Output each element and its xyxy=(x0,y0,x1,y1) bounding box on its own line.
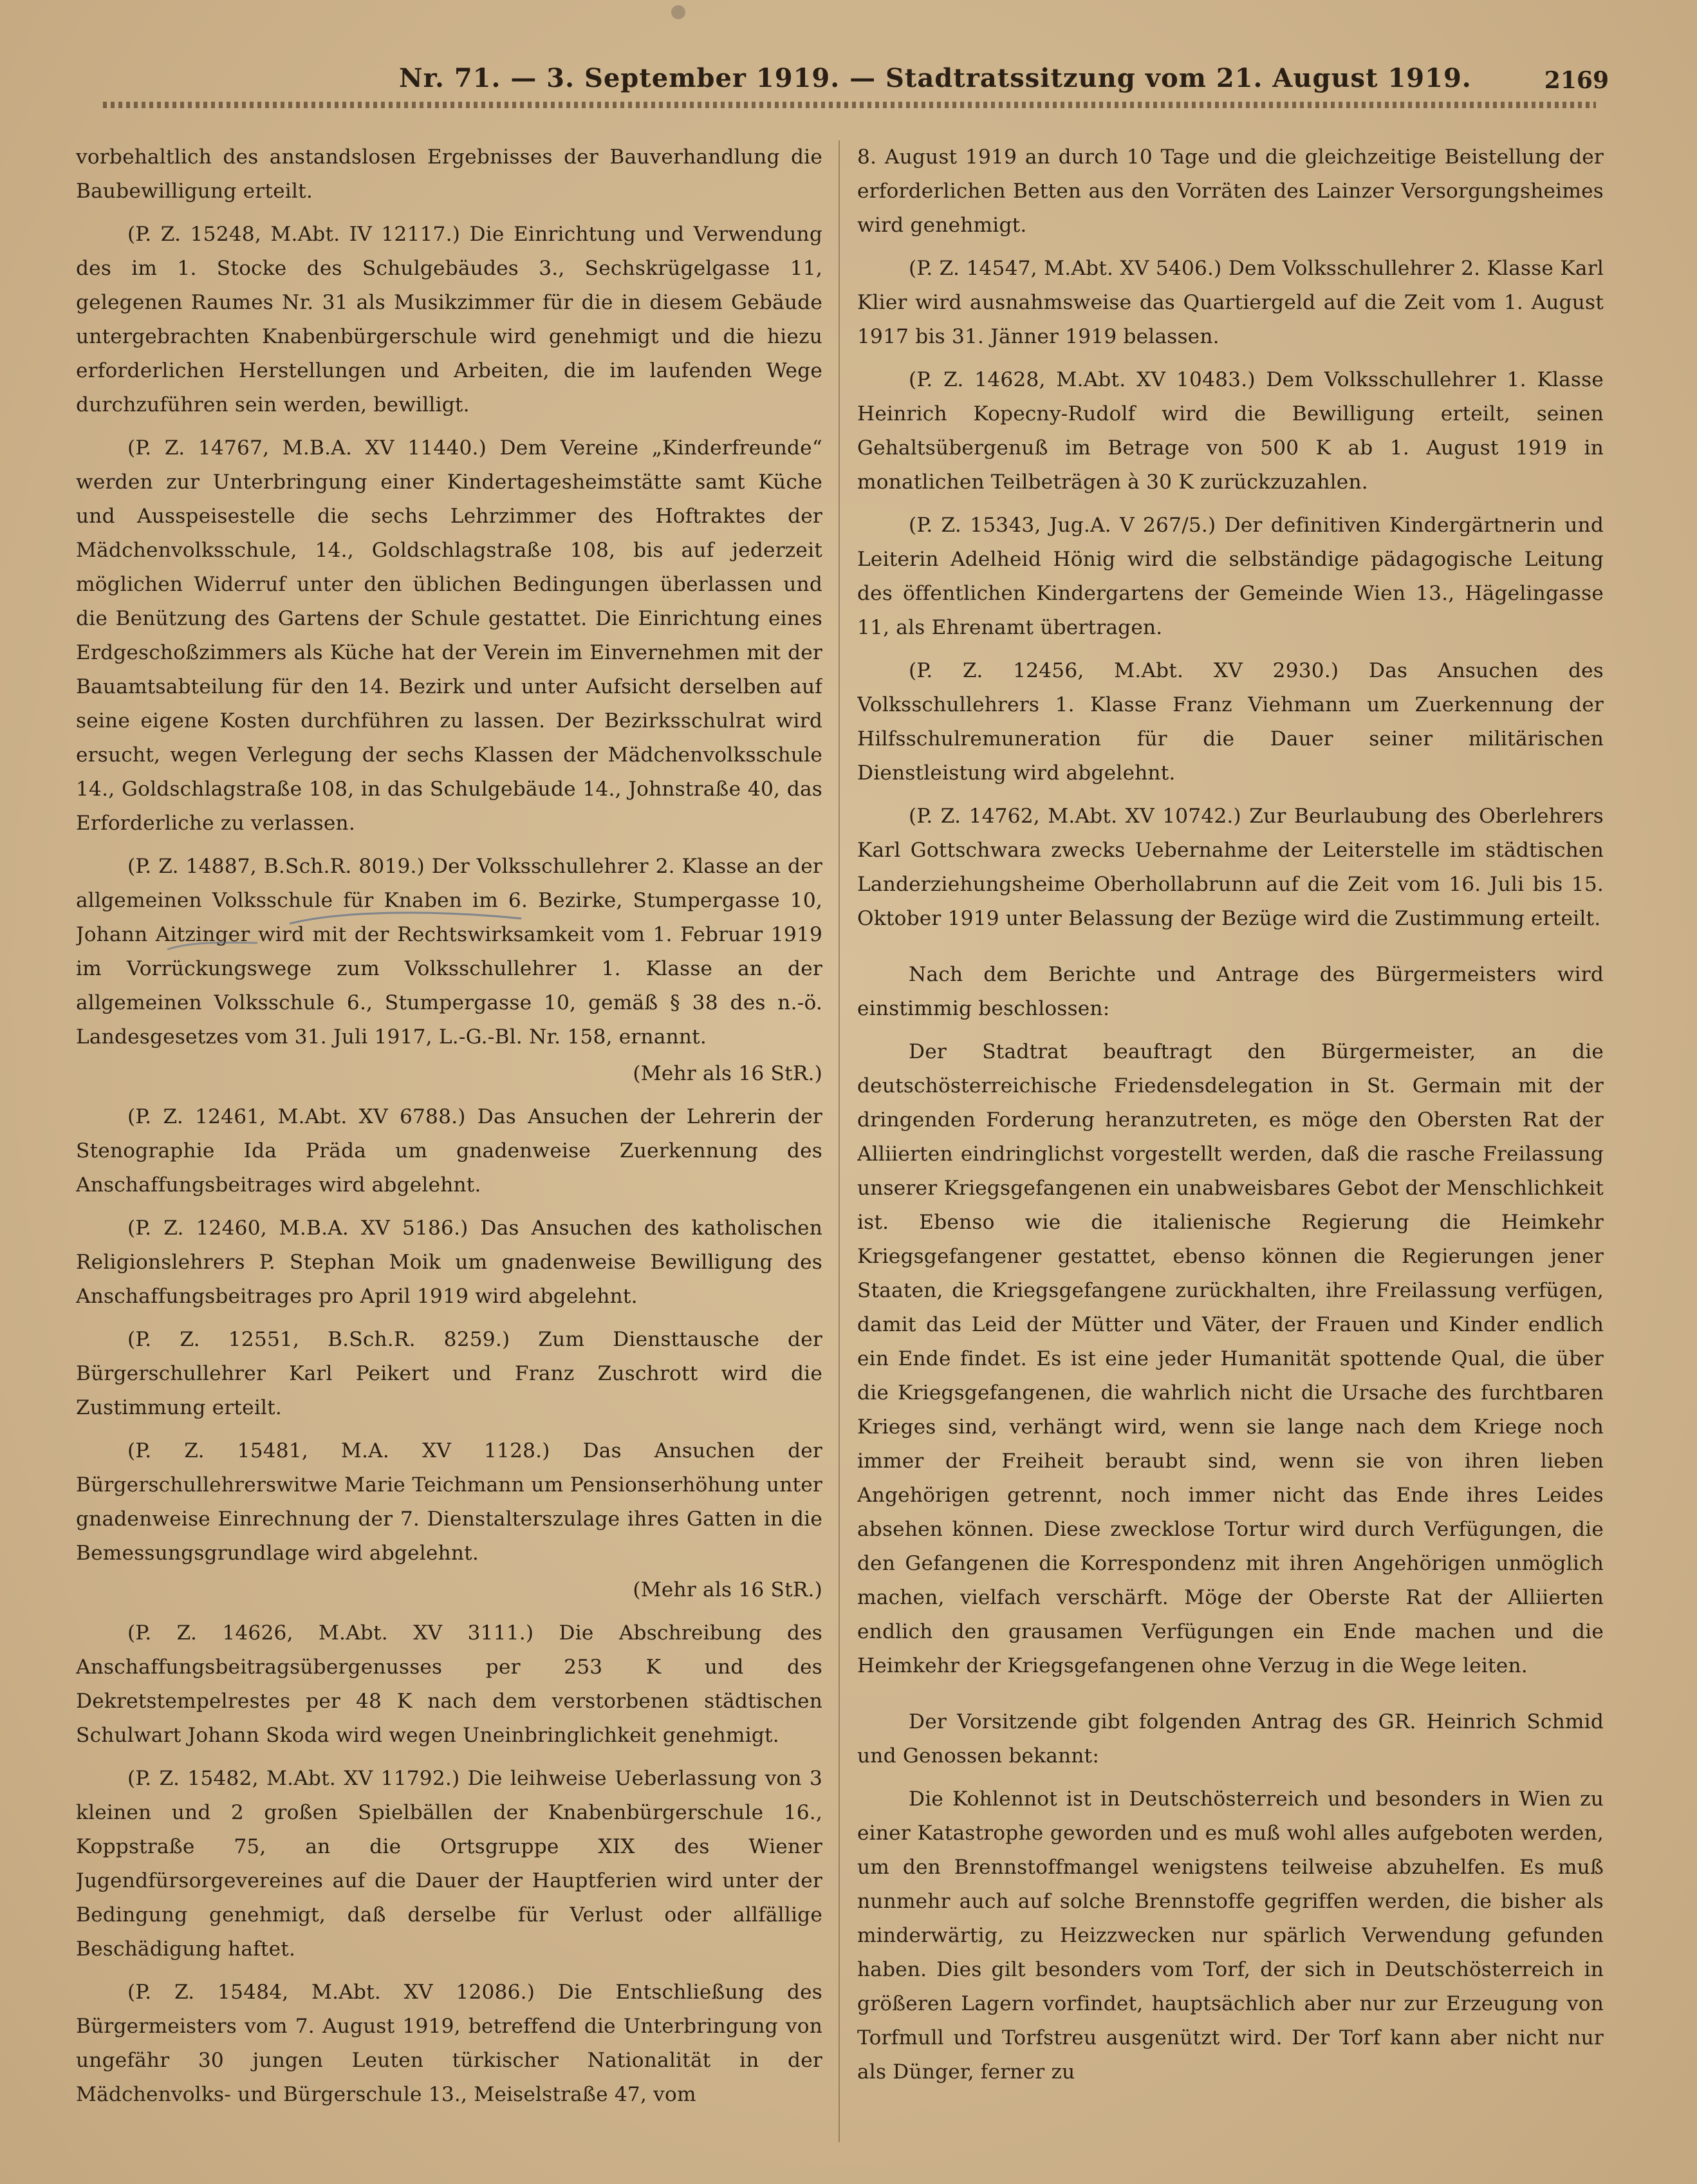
paragraph: (P. Z. 12456, M.Abt. XV 2930.) Das Ansuchen des Volksschullehrers 1. Klasse Franz Viehmann um Zuerkennung der Hilfsschulremuneration für die Dauer seiner militärischen Dienstleistung wird abgelehnt. xyxy=(857,659,1604,785)
paragraph: (P. Z. 15481, M.A. XV 1128.) Das Ansuchen der Bürgerschullehrerswitwe Marie Teichmann um Pensionserhöhung unter gnadenweise Einrechnung der 7. Dienstalterszulage ihres Gatten in die Bemessungsgrundlage wird abgelehnt. xyxy=(76,1439,822,1565)
paragraph: Der Stadtrat beauftragt den Bürgermeister, an die deutschösterreichische Friedensdelegation in St. Germain mit der dringenden Forderung heranzutreten, es möge den Obersten Rat der Alliierten eindringlichst vorgestellt werden, daß die rasche Freilassung unserer Kriegsgefangenen ein unabweisbares Gebot der Menschlichkeit ist. Ebenso wie die italienische Regierung die Heimkehr Kriegsgefangener gestattet, ebenso können die Regierungen jener Staaten, die Kriegsgefangene zurückhalten, ihre Freilassung verfügen, damit das Leid der Mütter und Väter, der Frauen und Kinder endlich ein Ende findet. Es ist eine jeder Humanität spottende Qual, die über die Kriegsgefangenen, die wahrlich nicht die Ursache des furchtbaren Krieges sind, verhängt wird, wenn sie lange nach dem Kriege noch immer der Freiheit beraubt sind, wenn sie von ihren lieben Angehörigen getrennt, noch immer nicht das Ende ihres Leides absehen können. Diese zwecklose Tortur wird durch Verfügungen, die den Gefangenen die Korrespondenz mit ihren Angehörigen unmöglich machen, vielfach verschärft. Möge der Oberste Rat der Alliierten endlich den grausamen Verfügungen ein Ende machen und die Heimkehr der Kriegsgefangenen ohne Verzug in die Wege leiten. xyxy=(857,1040,1604,1677)
paragraph: Die Kohlennot ist in Deutschösterreich und besonders in Wien zu einer Katastrophe geworden und es muß wohl alles aufgeboten werden, um den Brennstoffmangel wenigstens teilweise abzuhelfen. Es muß nunmehr auch auf solche Brennstoffe gegriffen werden, die bisher als minderwärtig, zu Heizzwecken nur spärlich Verwendung gefunden haben. Dies gilt besonders vom Torf, der sich in Deutschösterreich in größeren Lagern vorfindet, hauptsächlich aber nur zur Erzeugung von Torfmull und Torfstreu ausgenützt wird. Der Torf kann aber nicht nur als Dünger, ferner zu xyxy=(857,1787,1604,2084)
paragraph: (P. Z. 12461, M.Abt. XV 6788.) Das Ansuchen der Lehrerin der Stenographie Ida Präda um gnadenweise Zuerkennung des Anschaffungsbeitrages wird abgelehnt. xyxy=(76,1105,822,1197)
paragraph: (P. Z. 14762, M.Abt. XV 10742.) Zur Beurlaubung des Oberlehrers Karl Gottschwara zwecks Uebernahme der Leiterstelle im städtischen Landerziehungsheime Oberhollabrunn auf die Zeit vom 16. Juli bis 15. Oktober 1919 unter Belassung der Bezüge wird die Zustimmung erteilt. xyxy=(857,805,1604,930)
paragraph: Nach dem Berichte und Antrage des Bürgermeisters wird einstimmig beschlossen: xyxy=(857,963,1604,1020)
paragraph: (P. Z. 14628, M.Abt. XV 10483.) Dem Volksschullehrer 1. Klasse Heinrich Kopecny-Rudolf wird die Bewilligung erteilt, seinen Gehaltsübergenuß im Betrage von 500 K ab 1. August 1919 in monatlichen Teilbeträgen à 30 K zurückzuzahlen. xyxy=(857,368,1604,494)
paragraph: (P. Z. 14887, B.Sch.R. 8019.) Der Volksschullehrer 2. Klasse an der allgemeinen Volksschule für Knaben im 6. Bezirke, Stumpergasse 10, Johann Aitzinger wird mit der Rechtswirksamkeit vom 1. Februar 1919 im Vorrückungswege zum Volksschullehrer 1. Klasse an der allgemeinen Volksschule 6., Stumpergasse 10, gemäß § 38 des n.-ö. Landesgesetzes vom 31. Juli 1917, L.-G.-Bl. Nr. 158, ernannt. xyxy=(76,855,822,1049)
paragraph: Der Vorsitzende gibt folgenden Antrag des GR. Heinrich Schmid und Genossen bekannt: xyxy=(857,1710,1604,1768)
paragraph: (P. Z. 12460, M.B.A. XV 5186.) Das Ansuchen des katholischen Religionslehrers P. Stephan Moik um gnadenweise Bewilligung des Anschaffungsbeitrages pro April 1919 wird abgelehnt. xyxy=(76,1217,822,1308)
paragraph: (P. Z. 14626, M.Abt. XV 3111.) Die Abschreibung des Anschaffungsbeitragsübergenusses per 253 K und des Dekretstempelrestes per 48 K nach dem verstorbenen städtischen Schulwart Johann Skoda wird wegen Uneinbringlichkeit genehmigt. xyxy=(76,1621,822,1747)
paragraph: (P. Z. 14547, M.Abt. XV 5406.) Dem Volksschullehrer 2. Klasse Karl Klier wird ausnahmsweise das Quartiergeld auf die Zeit vom 1. August 1917 bis 31. Jänner 1919 belassen. xyxy=(857,257,1604,348)
paragraph: (P. Z. 15482, M.Abt. XV 11792.) Die leihweise Ueberlassung von 3 kleinen und 2 großen Spielbällen der Knabenbürgerschule 16., Koppstraße 75, an die Ortsgruppe XIX des Wiener Jugendfürsorgevereines auf die Dauer der Hauptferien wird unter der Bedingung genehmigt, daß derselbe für Verlust oder allfällige Beschädigung haftet. xyxy=(76,1767,822,1961)
page-number: 2169 xyxy=(1544,67,1609,94)
paragraph: 8. August 1919 an durch 10 Tage und die gleichzeitige Beistellung der erforderlichen Betten aus den Vorräten des Lainzer Versorgungsheimes wird genehmigt. xyxy=(857,145,1604,237)
right-column xyxy=(857,140,1604,2149)
vote-note: (Mehr als 16 StR.) xyxy=(633,1062,822,1085)
pencil-underline-mark xyxy=(161,904,624,962)
vote-note: (Mehr als 16 StR.) xyxy=(633,1578,822,1601)
header-rule xyxy=(103,102,1596,108)
paragraph: (P. Z. 15484, M.Abt. XV 12086.) Die Entschließung des Bürgermeisters vom 7. August 1919, betreffend die Unterbringung von ungefähr 30 jungen Leuten türkischer Nationalität in der Mädchenvolks- und Bürgerschule 13., Meiselstraße 47, vom xyxy=(76,1981,822,2106)
left-column xyxy=(76,140,822,2149)
paragraph: (P. Z. 15343, Jug.A. V 267/5.) Der definitiven Kindergärtnerin und Leiterin Adelheid Hönig wird die selbständige pädagogische Leitung des öffentlichen Kindergartens der Gemeinde Wien 13., Hägelingasse 11, als Ehrenamt übertragen. xyxy=(857,514,1604,639)
paragraph: (P. Z. 14767, M.B.A. XV 11440.) Dem Vereine „Kinderfreunde“ werden zur Unterbringung einer Kindertagesheimstätte samt Küche und Ausspeisestelle die sechs Lehrzimmer des Hoftraktes der Mädchenvolksschule, 14., Goldschlagstraße 108, bis auf jederzeit möglichen Widerruf unter den üblichen Bedingungen überlassen und die Benützung des Gartens der Schule gestattet. Die Einrichtung eines Erdgeschoßzimmers als Küche hat der Verein im Einvernehmen mit der Bauamtsabteilung für den 14. Bezirk und unter Aufsicht derselben auf seine eigene Kosten durchführen zu lassen. Der Bezirksschulrat wird ersucht, wegen Verlegung der sechs Klassen der Mädchenvolksschule 14., Goldschlagstraße 108, in das Schulgebäude 14., Johnstraße 40, das Erforderliche zu verlassen. xyxy=(76,436,822,835)
punch-hole xyxy=(671,5,685,19)
paragraph: (P. Z. 12551, B.Sch.R. 8259.) Zum Diensttausche der Bürgerschullehrer Karl Peikert und Franz Zuschrott wird die Zustimmung erteilt. xyxy=(76,1328,822,1419)
header-title: Nr. 71. — 3. September 1919. — Stadtratssitzung vom 21. August 1919. xyxy=(399,63,1472,93)
column-divider xyxy=(839,140,840,2142)
paragraph: vorbehaltlich des anstandslosen Ergebnisses der Bauverhandlung die Baubewilligung erteilt. xyxy=(76,145,822,203)
paragraph: (P. Z. 15248, M.Abt. IV 12117.) Die Einrichtung und Verwendung des im 1. Stocke des Schulgebäudes 3., Sechskrügelgasse 11, gelegenen Raumes Nr. 31 als Musikzimmer für die in diesem Gebäude untergebrachten Knabenbürgerschule wird genehmigt und die hiezu erforderlichen Herstellungen und Arbeiten, die im laufenden Wege durchzuführen sein werden, bewilligt. xyxy=(76,223,822,416)
